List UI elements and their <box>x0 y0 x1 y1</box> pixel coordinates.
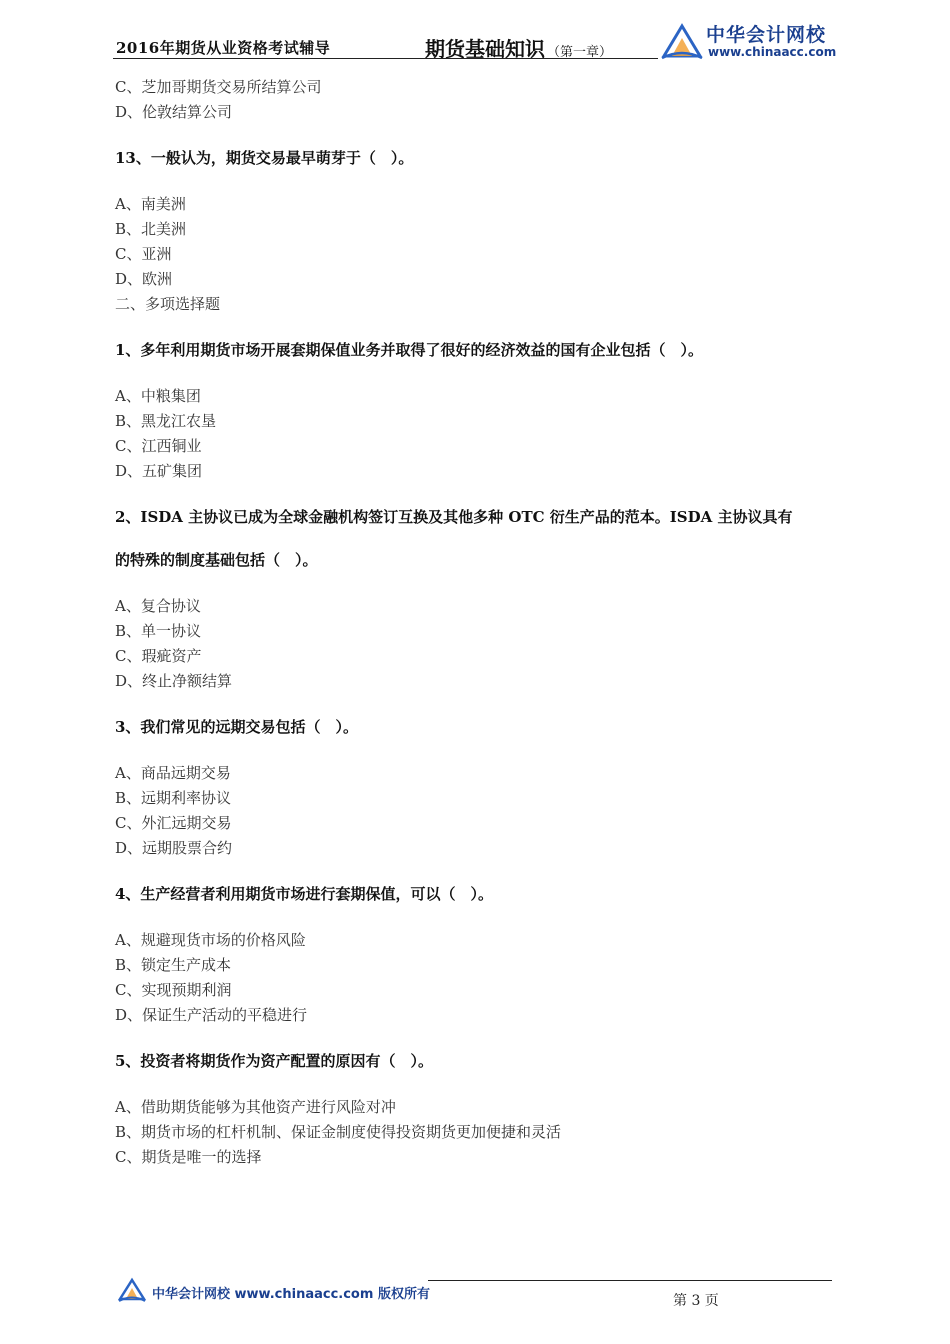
question-line: 的特殊的制度基础包括（ ）。 <box>115 551 318 569</box>
logo-url: www.chinaacc.com <box>708 45 837 59</box>
logo-name: 中华会计网校 <box>706 24 827 46</box>
option-item: B、北美洲 <box>115 220 187 238</box>
option-item: D、欧洲 <box>115 270 173 288</box>
footer-logo-icon <box>118 1277 146 1303</box>
option-item: B、期货市场的杠杆机制、保证金制度使得投资期货更加便捷和灵活 <box>115 1123 562 1141</box>
option-item: C、期货是唯一的选择 <box>115 1148 262 1166</box>
option-item: B、锁定生产成本 <box>115 956 232 974</box>
option-item: A、南美洲 <box>115 195 186 213</box>
question-13: 13、一般认为，期货交易最早萌芽于（ ）。 <box>115 149 414 167</box>
question-multi-5: 5、投资者将期货作为资产配置的原因有（ ）。 <box>115 1052 433 1070</box>
question-multi-4: 4、生产经营者利用期货市场进行套期保值，可以（ ）。 <box>115 885 493 903</box>
option-item: A、中粮集团 <box>115 387 201 405</box>
option-item: A、规避现货市场的价格风险 <box>115 931 306 949</box>
footer-copyright: 中华会计网校 www.chinaacc.com 版权所有 <box>152 1287 430 1302</box>
option-item: D、五矿集团 <box>115 462 203 480</box>
option-item: A、复合协议 <box>115 597 201 615</box>
option-item: C、芝加哥期货交易所结算公司 <box>115 78 322 96</box>
chapter-label: （第一章） <box>547 45 613 60</box>
question-multi-2 <box>115 496 840 582</box>
option-item: B、单一协议 <box>115 622 202 640</box>
option-item: D、远期股票合约 <box>115 839 233 857</box>
logo-triangle-icon <box>660 22 704 62</box>
option-item: A、商品远期交易 <box>115 764 231 782</box>
course-title: 2016年期货从业资格考试辅导 <box>116 39 331 57</box>
question-line: 2、ISDA 主协议已成为全球金融机构签订互换及其他多种 OTC 衍生产品的范本。ISDA 主协议具有 <box>115 508 793 526</box>
option-item: C、外汇远期交易 <box>115 814 232 832</box>
question-multi-1: 1、多年利用期货市场开展套期保值业务并取得了很好的经济效益的国有企业包括（ ）。 <box>115 341 703 359</box>
option-item: C、亚洲 <box>115 245 172 263</box>
document-body <box>115 75 840 1170</box>
option-item: B、黑龙江农垦 <box>115 412 217 430</box>
option-item: C、瑕疵资产 <box>115 647 202 665</box>
site-logo <box>660 20 840 62</box>
option-item: C、实现预期利润 <box>115 981 232 999</box>
subject-title: 期货基础知识 <box>425 37 545 61</box>
section-title: 二、多项选择题 <box>115 295 221 313</box>
question-multi-3: 3、我们常见的远期交易包括（ ）。 <box>115 718 358 736</box>
option-item: D、伦敦结算公司 <box>115 103 233 121</box>
footer-divider <box>428 1280 832 1281</box>
option-item: D、终止净额结算 <box>115 672 233 690</box>
option-item: D、保证生产活动的平稳进行 <box>115 1006 308 1024</box>
option-item: B、远期利率协议 <box>115 789 232 807</box>
header-divider <box>113 58 658 59</box>
option-item: A、借助期货能够为其他资产进行风险对冲 <box>115 1098 396 1116</box>
page-number: 第 3 页 <box>673 1293 719 1309</box>
option-item: C、江西铜业 <box>115 437 202 455</box>
